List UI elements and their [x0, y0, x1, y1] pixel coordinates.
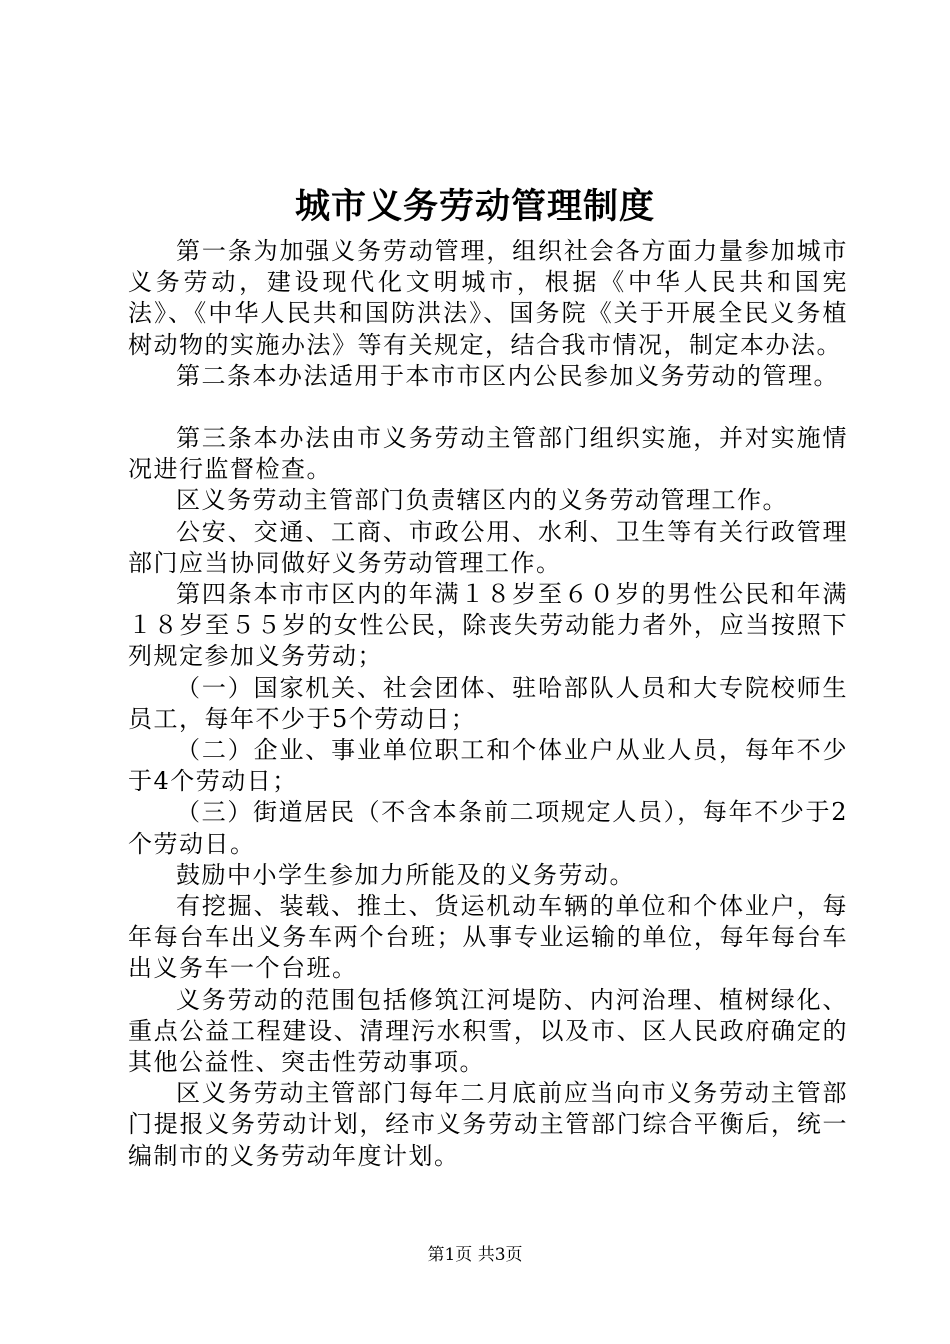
- paragraph-vehicles: 有挖掘、装载、推土、货运机动车辆的单位和个体业户，每年每台车出义务车两个台班；从事专业运输的单位，每年每台车出义务车一个台班。: [128, 892, 848, 983]
- page-number: 第1页 共3页: [427, 1245, 523, 1265]
- paragraph-students: 鼓励中小学生参加力所能及的义务劳动。: [176, 860, 635, 889]
- paragraph-article-4: 第四条本市市区内的年满１８岁至６０岁的男性公民和年满１８岁至５５岁的女性公民，除丧失劳动能力者外，应当按照下列规定参加义务劳动；: [128, 580, 848, 671]
- document-body: [128, 236, 848, 1172]
- paragraph-article-3: 第三条本办法由市义务劳动主管部门组织实施，并对实施情况进行监督检查。: [128, 424, 848, 484]
- paragraph-article-2: 第二条本办法适用于本市市区内公民参加义务劳动的管理。: [176, 361, 839, 390]
- list-item-2: （二）企业、事业单位职工和个体业户从业人员，每年不少于4个劳动日；: [128, 736, 848, 796]
- document-title: 城市义务劳动管理制度: [294, 186, 655, 227]
- paragraph-district-responsibility: 区义务劳动主管部门负责辖区内的义务劳动管理工作。: [176, 486, 788, 515]
- paragraph-article-1: 第一条为加强义务劳动管理，组织社会各方面力量参加城市义务劳动，建设现代化文明城市，根据《中华人民共和国宪法》、《中华人民共和国防洪法》、国务院《关于开展全民义务植树动物的实施办法》等有关规定，结合我市情况，制定本办法。: [128, 237, 848, 359]
- list-item-3: （三）街道居民（不含本条前二项规定人员），每年不少于2个劳动日。: [128, 798, 848, 858]
- list-item-1: （一）国家机关、社会团体、驻哈部队人员和大专院校师生员工，每年不少于5个劳动日；: [128, 673, 848, 733]
- paragraph-departments-cooperation: 公安、交通、工商、市政公用、水利、卫生等有关行政管理部门应当协同做好义务劳动管理工作。: [128, 517, 848, 577]
- paragraph-annual-plan: 区义务劳动主管部门每年二月底前应当向市义务劳动主管部门提报义务劳动计划，经市义务劳动主管部门综合平衡后，统一编制市的义务劳动年度计划。: [128, 1079, 848, 1170]
- paragraph-scope: 义务劳动的范围包括修筑江河堤防、内河治理、植树绿化、重点公益工程建设、清理污水积雪，以及市、区人民政府确定的其他公益性、突击性劳动事项。: [128, 985, 848, 1077]
